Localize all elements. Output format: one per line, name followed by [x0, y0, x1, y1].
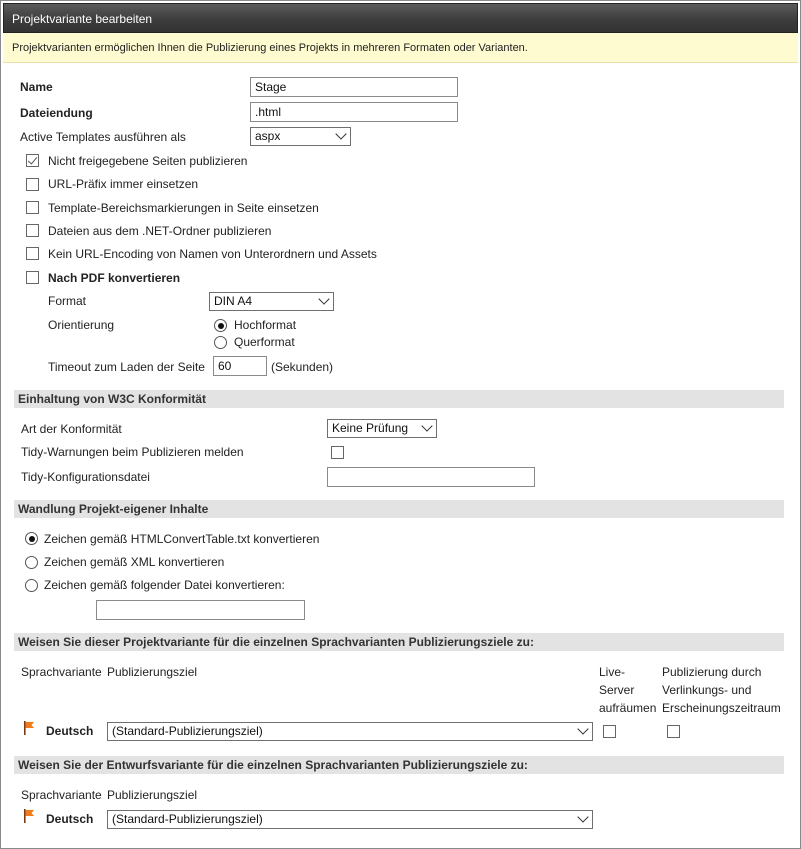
targets-col-live-3: aufräumen [599, 701, 657, 715]
option-checkbox-dotnet[interactable] [26, 224, 39, 237]
option-checkbox-unreleased[interactable] [26, 154, 39, 167]
timeout-input[interactable]: 60 [213, 356, 267, 376]
option-checkbox-url-prefix[interactable] [26, 178, 39, 191]
timeout-label: Timeout zum Laden der Seite [48, 360, 205, 374]
chevron-down-icon [421, 420, 432, 431]
convert-heading: Wandlung Projekt-eigener Inhalte [18, 502, 209, 516]
chevron-down-icon [577, 811, 588, 822]
format-label: Format [48, 294, 87, 308]
conformity-select-value: Keine Prüfung [332, 421, 409, 435]
flag-icon [23, 721, 35, 735]
draft-section-header [14, 756, 784, 774]
conformity-label: Art der Konformität [21, 422, 122, 436]
targets-col-live-2: Server [599, 683, 635, 697]
targets-publishing-select-value: (Standard-Publizierungsziel) [112, 724, 263, 738]
draft-publishing-select[interactable] [107, 810, 593, 829]
tidy-warnings-label: Tidy-Warnungen beim Publizieren melden [21, 445, 244, 459]
extension-input[interactable]: .html [250, 102, 458, 122]
templates-label: Active Templates ausführen als [20, 130, 186, 144]
convert-xml-label: Zeichen gemäß XML konvertieren [44, 555, 225, 569]
convert-section-header [14, 500, 784, 518]
window-title: Projektvariante bearbeiten [12, 12, 153, 26]
title-bar [3, 3, 798, 33]
landscape-radio[interactable] [214, 336, 227, 349]
option-label-url-prefix: URL-Präfix immer einsetzen [48, 177, 199, 191]
tidy-config-input[interactable] [327, 467, 535, 487]
targets-publishing-select[interactable] [107, 722, 593, 741]
targets-col-publish-2: Verlinkungs- und [662, 683, 752, 697]
templates-select[interactable] [250, 127, 351, 146]
portrait-label: Hochformat [234, 318, 297, 332]
convert-file-label: Zeichen gemäß folgender Datei konvertieren: [44, 578, 285, 592]
landscape-label: Querformat [234, 335, 295, 349]
tidy-warnings-checkbox[interactable] [331, 446, 344, 459]
targets-section-header [14, 633, 784, 651]
format-select[interactable] [209, 292, 334, 311]
targets-col-language: Sprachvariante [21, 665, 102, 679]
extension-label: Dateiendung [20, 106, 93, 120]
name-label: Name [20, 80, 53, 94]
w3c-heading: Einhaltung von W3C Konformität [18, 392, 206, 406]
targets-col-publish-1: Publizierung durch [662, 665, 762, 679]
pdf-checkbox[interactable] [26, 271, 39, 284]
convert-htmltable-label: Zeichen gemäß HTMLConvertTable.txt konvertieren [44, 532, 320, 546]
convert-file-radio[interactable] [25, 579, 38, 592]
info-bar [3, 33, 798, 63]
orientation-label: Orientierung [48, 318, 115, 332]
draft-col-language: Sprachvariante [21, 788, 102, 802]
w3c-section-header [14, 390, 784, 408]
convert-htmltable-radio[interactable] [25, 532, 38, 545]
targets-col-target: Publizierungsziel [107, 665, 198, 679]
tidy-config-label: Tidy-Konfigurationsdatei [21, 470, 150, 484]
chevron-down-icon [335, 128, 346, 139]
targets-heading: Weisen Sie dieser Projektvariante für die einzelnen Sprachvarianten Publizierungsziele zu: [18, 635, 534, 649]
draft-heading: Weisen Sie der Entwurfsvariante für die einzelnen Sprachvarianten Publizierungsziele zu: [18, 758, 528, 772]
pdf-label: Nach PDF konvertieren [48, 271, 181, 285]
option-label-url-encoding: Kein URL-Encoding von Namen von Unterordnern und Assets [48, 247, 377, 261]
portrait-radio[interactable] [214, 319, 227, 332]
timeout-unit: (Sekunden) [271, 360, 334, 374]
draft-language: Deutsch [46, 812, 94, 826]
flag-icon [23, 809, 35, 823]
option-label-unreleased: Nicht freigegebene Seiten publizieren [48, 154, 248, 168]
convert-file-input[interactable] [96, 600, 305, 620]
targets-language: Deutsch [46, 724, 94, 738]
option-label-dotnet: Dateien aus dem .NET-Ordner publizieren [48, 224, 272, 238]
chevron-down-icon [577, 723, 588, 734]
publish-by-link-period-checkbox[interactable] [667, 725, 680, 738]
targets-col-publish-3: Erscheinungszeitraum [662, 701, 781, 715]
name-input[interactable]: Stage [250, 77, 458, 97]
convert-xml-radio[interactable] [25, 556, 38, 569]
draft-publishing-select-value: (Standard-Publizierungsziel) [112, 812, 263, 826]
option-checkbox-template-markers[interactable] [26, 201, 39, 214]
conformity-select[interactable] [327, 419, 437, 438]
live-server-cleanup-checkbox[interactable] [603, 725, 616, 738]
templates-select-value: aspx [255, 129, 281, 143]
option-label-template-markers: Template-Bereichsmarkierungen in Seite einsetzen [48, 201, 319, 215]
draft-col-target: Publizierungsziel [107, 788, 198, 802]
chevron-down-icon [318, 293, 329, 304]
info-text: Projektvarianten ermöglichen Ihnen die Publizierung eines Projekts in mehreren Formaten oder Varianten. [12, 42, 528, 54]
option-checkbox-url-encoding[interactable] [26, 247, 39, 260]
targets-col-live-1: Live- [599, 665, 626, 679]
format-select-value: DIN A4 [214, 294, 253, 308]
